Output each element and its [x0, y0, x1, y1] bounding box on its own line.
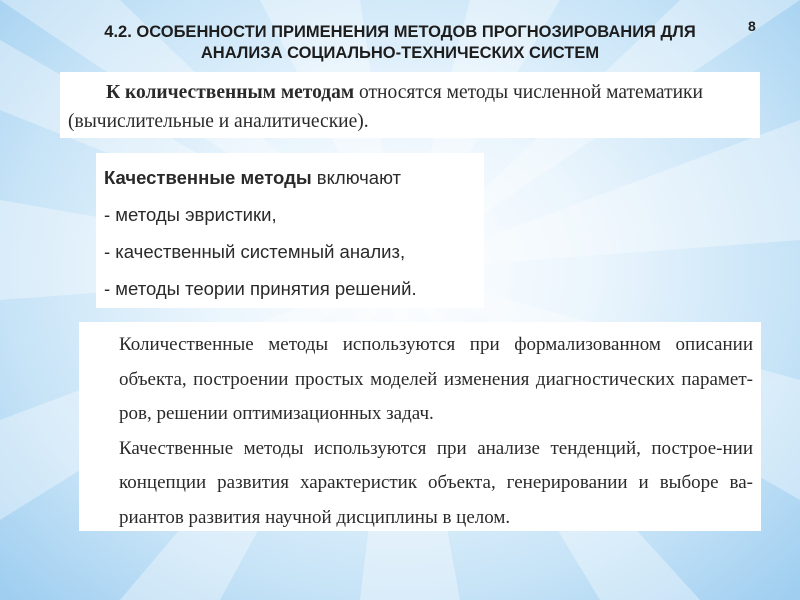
methods-usage-box	[79, 322, 761, 531]
qualitative-methods-box	[96, 153, 484, 308]
qualitative-methods-heading	[104, 159, 476, 196]
qualitative-methods-term: Качественные методы	[104, 167, 312, 188]
quantitative-methods-term: К количественным методам	[106, 82, 355, 103]
slide-title-line2: АНАЛИЗА СОЦИАЛЬНО-ТЕХНИЧЕСКИХ СИСТЕМ	[200, 44, 600, 62]
slide-number: 8	[748, 18, 756, 34]
qualitative-methods-rest: включают	[311, 167, 402, 188]
list-item: - качественный системный анализ,	[104, 241, 406, 262]
quantitative-methods-rest: относятся методы численной математики	[354, 82, 703, 103]
slide-title-line1: 4.2. ОСОБЕННОСТИ ПРИМЕНЕНИЯ МЕТОДОВ ПРОГНОЗИРОВАНИЯ ДЛЯ	[104, 23, 696, 41]
quantitative-usage-paragraph: Количественные методы используются при формализованном описании объекта, построении простых моделей изменения диагностических парамет-ров, решении оптимизационных задач.	[119, 334, 753, 424]
qualitative-usage-paragraph: Качественные методы используются при анализе тенденций, построе-нии концепции развития характеристик объекта, генерировании и выборе ва-риантов развития научной дисциплины в целом.	[119, 437, 753, 528]
list-item: - методы эвристики,	[104, 204, 277, 225]
quantitative-methods-box	[60, 72, 760, 138]
quantitative-methods-line1	[68, 78, 750, 107]
list-item: - методы теории принятия решений.	[104, 278, 417, 299]
quantitative-methods-line2: (вычислительные и аналитические).	[68, 111, 369, 132]
slide-title	[70, 22, 730, 64]
